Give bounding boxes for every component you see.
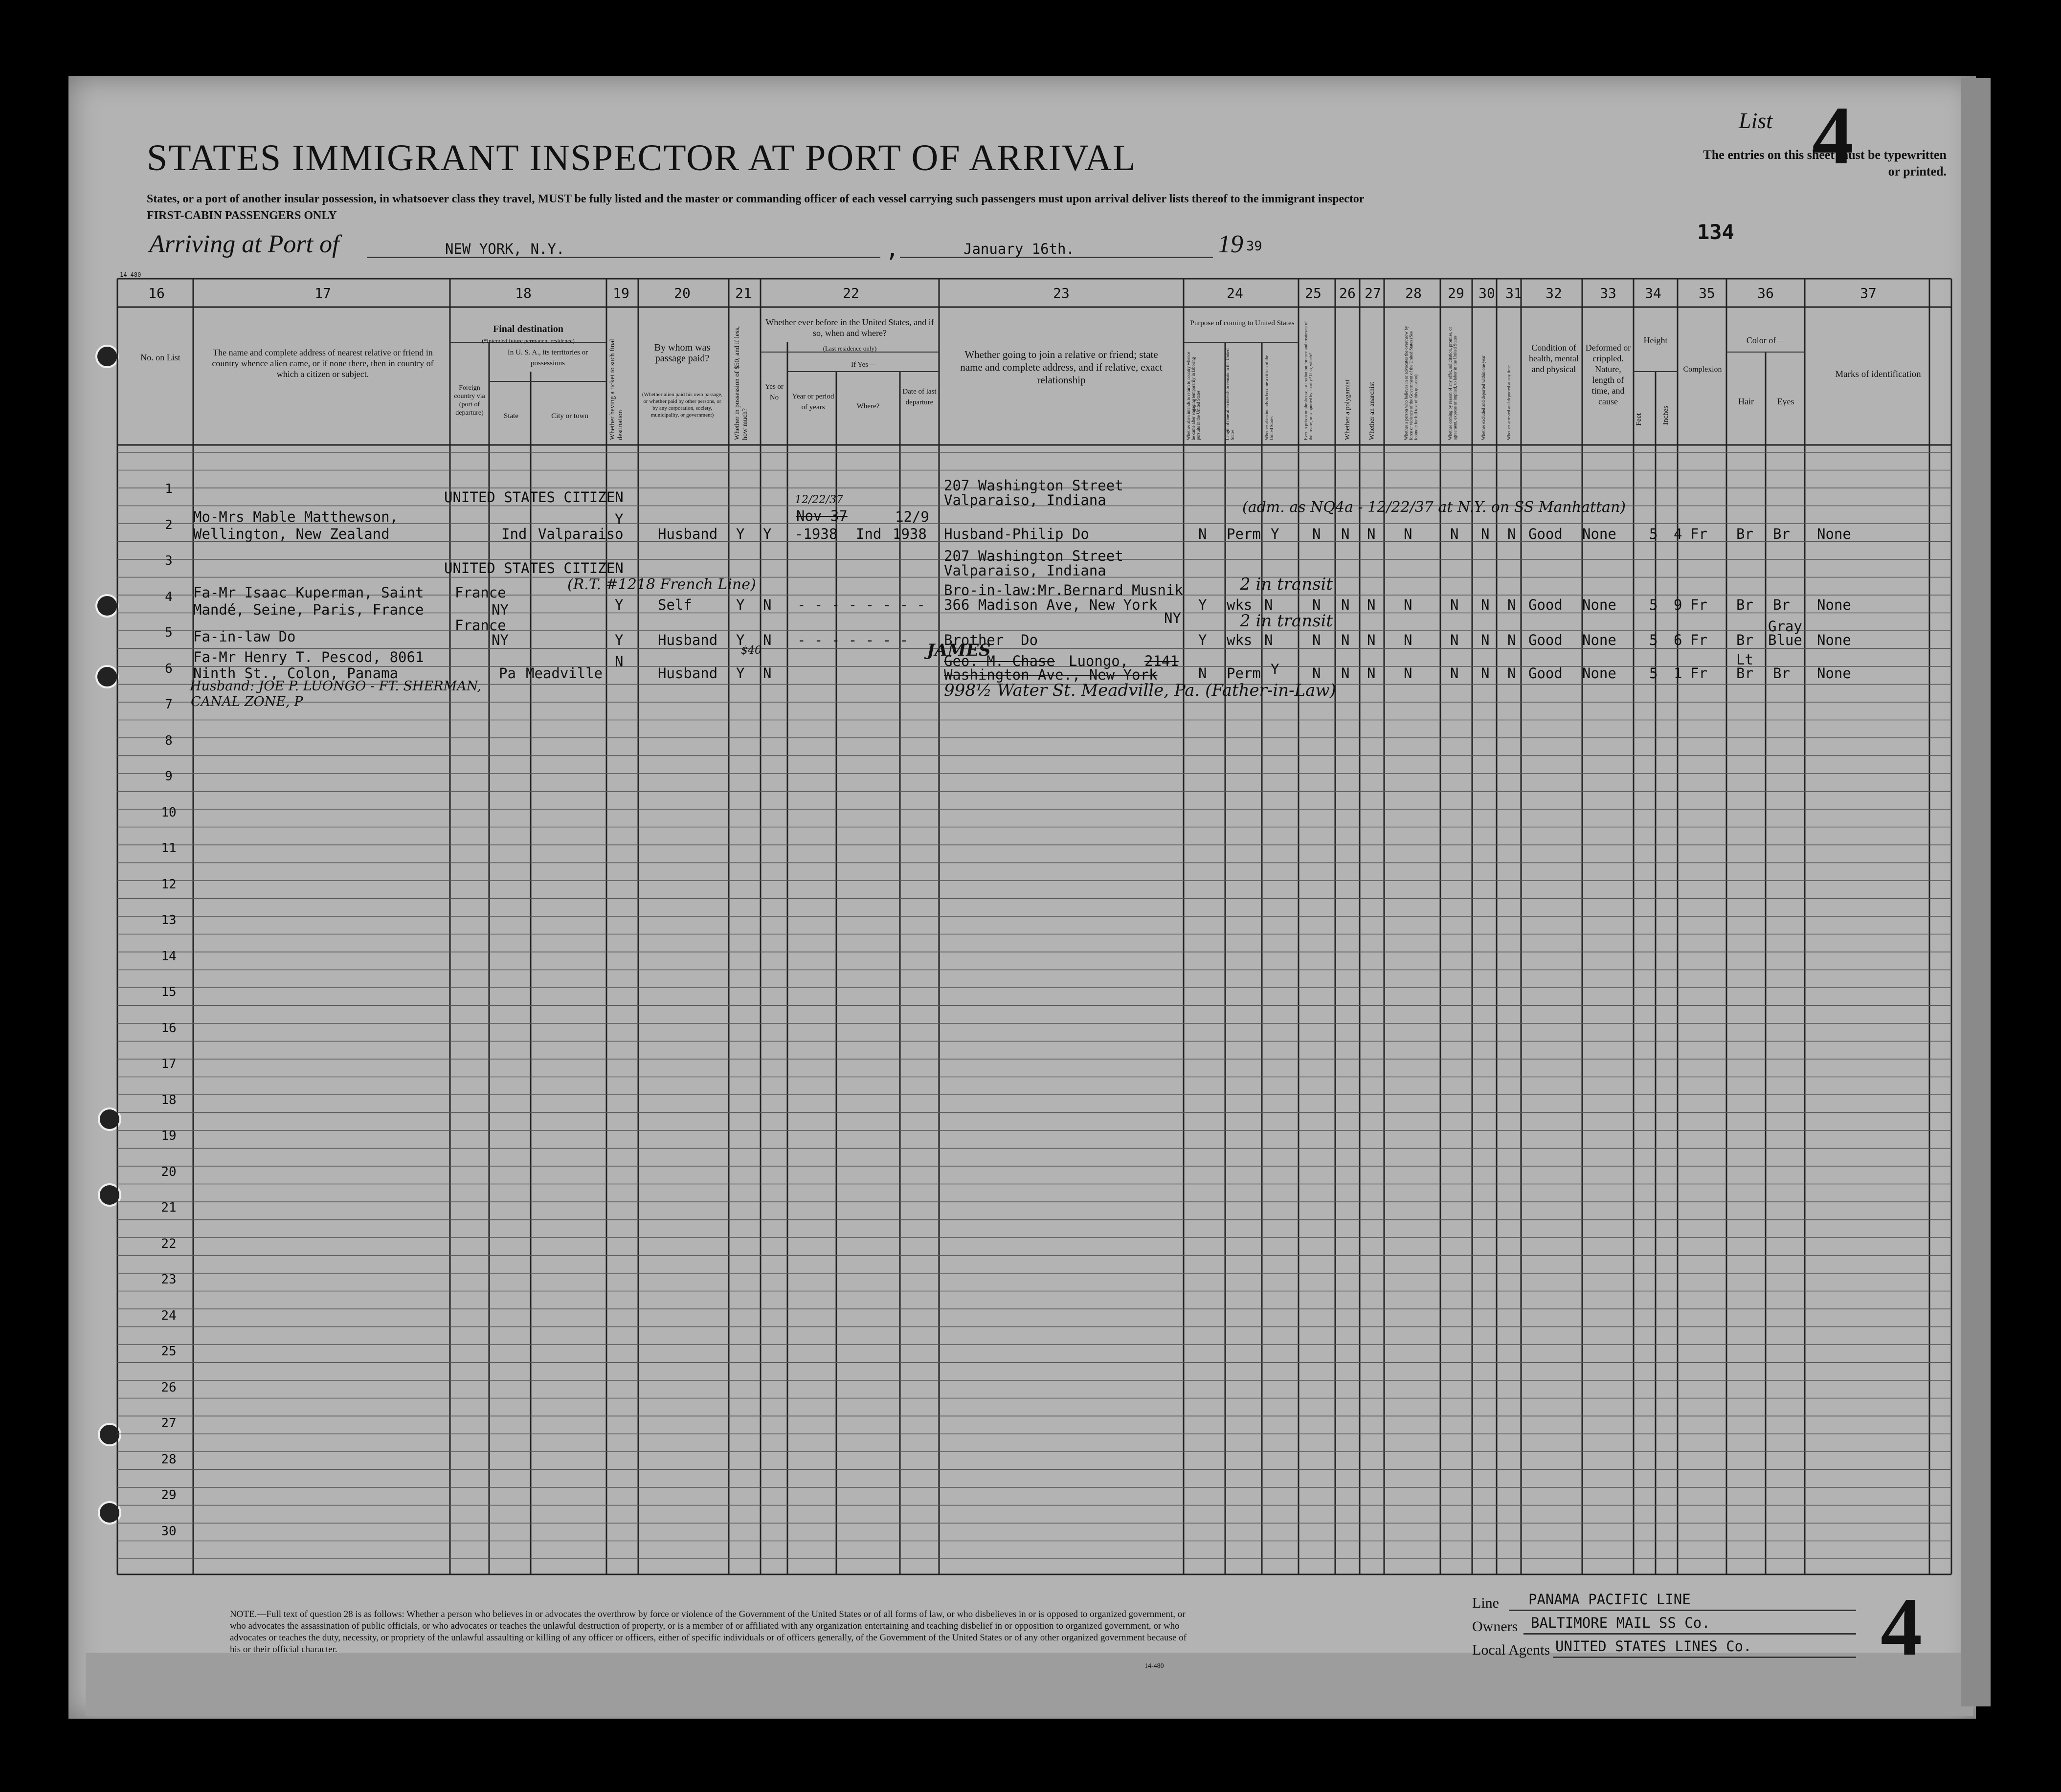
header-city: City or town <box>551 412 588 420</box>
row6-ticket: N <box>615 653 624 670</box>
row2-year-handwritten: 12/22/37 <box>795 494 843 506</box>
row6-money-handwritten: $40 <box>741 644 762 657</box>
header-passage-paid: By whom was passage paid? <box>654 342 711 364</box>
row4-citizen: N <box>1264 597 1273 613</box>
row5-inches: 6 <box>1674 632 1682 648</box>
owners-value: BALTIMORE MAIL SS Co. <box>1531 1615 1710 1631</box>
row4-name-2: Mandé, Seine, Paris, France <box>193 601 424 618</box>
year-suffix: 39 <box>1246 239 1262 254</box>
row6-join-1: Luongo, <box>1069 653 1129 669</box>
row-number: 11 <box>161 841 177 856</box>
row6-eyes: Br <box>1773 665 1790 682</box>
row-number: 25 <box>161 1344 177 1359</box>
row-number: 22 <box>161 1236 177 1251</box>
header-ticket: Whether having a ticket to such final destination <box>609 339 624 440</box>
header-final-destination: Final destination <box>493 324 563 334</box>
row6-q31: N <box>1507 665 1516 682</box>
col-num-36: 36 <box>1757 285 1774 301</box>
row5-feet: 5 <box>1649 632 1658 648</box>
row2-length: Perm <box>1227 526 1261 542</box>
row-number: 29 <box>161 1488 177 1503</box>
row6-length: Perm <box>1227 665 1261 682</box>
header-inches: Inches <box>1662 406 1670 425</box>
row2-where: Ind <box>856 526 882 542</box>
row3-handwritten-line: (R.T. #1218 French Line) <box>567 576 756 593</box>
col-num-16: 16 <box>148 285 165 301</box>
row5-q27: N <box>1367 632 1376 648</box>
row2-hair: Br <box>1736 526 1753 542</box>
col-num-17: 17 <box>314 285 331 301</box>
row2-complexion: Fr <box>1690 526 1707 542</box>
row5-paid: Husband <box>658 632 718 648</box>
header-polygamist: Whether a polygamist <box>1344 379 1351 440</box>
row4-eyes: Br <box>1773 597 1790 613</box>
col-num-24: 24 <box>1227 285 1243 301</box>
col-num-33: 33 <box>1600 285 1616 301</box>
col-num-26: 26 <box>1339 285 1356 301</box>
row3-status: UNITED STATES CITIZEN <box>444 560 624 576</box>
form-code: 14-480 <box>120 271 141 278</box>
header-year-period: Year or period of years <box>792 393 834 411</box>
row4-deformed: None <box>1582 597 1616 613</box>
row2-q29: N <box>1450 526 1459 542</box>
row2-q25: N <box>1312 526 1321 542</box>
footnote-q28: NOTE.—Full text of question 28 is as follows: Whether a person who believes in or advocates the overthrow by force or violence of the Government of the United States or of all forms of law, or who disbelieves in or is opposed to organized government, or who advocates the assassination of public officials, or who advocates or teaches the unlawful destruction of property, or is a member of or affiliated with any organization entertaining and teaching disbelief in or opposition to organized government, or who advocates or teaches the duty, necessity, or propriety of the unlawful assaulting or killing of any officer or officers, either of specific individuals or of officers generally, of the Government of the United States or of any other organized government because of his or their official character. <box>230 1609 1187 1655</box>
row4-q27: N <box>1367 597 1376 613</box>
row4-inches: 9 <box>1674 597 1682 613</box>
row6-before: N <box>763 665 772 682</box>
col-num-20: 20 <box>674 285 691 301</box>
row6-q25: N <box>1312 665 1321 682</box>
date-value: January 16th. <box>963 241 1075 257</box>
row1-address-2: Valparaiso, Indiana <box>944 492 1106 509</box>
row5-eyes-1: Gray <box>1768 618 1802 635</box>
typewritten-instructions: The entries on this sheet must be typewritten or printed. <box>1703 148 1947 178</box>
header-date-last-departure: Date of last departure <box>902 388 937 406</box>
row5-ticket: Y <box>615 632 624 648</box>
row-number: 18 <box>161 1092 177 1107</box>
row2-year-struck: Nov 37 <box>796 508 848 524</box>
row2-join: Husband-Philip Do <box>944 526 1089 542</box>
row4-length: wks <box>1227 597 1253 613</box>
comma: , <box>885 235 899 262</box>
row-number: 15 <box>161 985 177 999</box>
col-num-19: 19 <box>613 285 629 301</box>
row6-paid: Husband <box>658 665 718 682</box>
header-yes-or-no: Yes or No <box>764 383 784 401</box>
row2-marks: None <box>1817 526 1851 542</box>
line-underline <box>1509 1610 1856 1611</box>
header-relative-address: The name and complete address of nearest relative or friend in country whence alien came, or if none there, then in country of which a citizen or subject. <box>212 348 434 379</box>
row4-join-1: Bro-in-law:Mr.Bernard Musnik <box>944 582 1183 598</box>
row-number: 10 <box>161 805 177 820</box>
row4-q30: N <box>1481 597 1490 613</box>
row6-handwritten-husband-1: Husband: JOE P. LUONGO - FT. SHERMAN, <box>190 679 482 694</box>
row6-join-2: Washington Ave., New York <box>944 666 1158 683</box>
row2-money: Y <box>736 526 745 542</box>
row2-paid: Husband <box>658 526 718 542</box>
port-value: NEW YORK, N.Y. <box>445 241 565 257</box>
row5-money: Y <box>736 632 745 648</box>
row6-hair-1: Lt <box>1736 651 1753 668</box>
header-state: State <box>504 412 518 420</box>
row-number: 3 <box>165 553 173 568</box>
header-ever-before: Whether ever before in the United States, and if so, when and where? <box>765 317 934 338</box>
row5-foreign: France <box>455 617 506 634</box>
row2-city: Valparaiso <box>538 526 624 542</box>
row-number: 8 <box>165 733 173 748</box>
header-purpose-length: Length of time alien intends to remain in the United States <box>1225 348 1235 440</box>
row5-q29: N <box>1450 632 1459 648</box>
row-number: 17 <box>161 1057 177 1071</box>
row3-address-1: 207 Washington Street <box>944 548 1123 564</box>
col-num-30: 30 <box>1479 285 1495 301</box>
row-number: 16 <box>161 1020 177 1036</box>
col-num-23: 23 <box>1053 285 1070 301</box>
col-num-25: 25 <box>1305 285 1322 301</box>
row2-citizen: Y <box>1271 526 1279 542</box>
row5-hair: Br <box>1736 632 1753 648</box>
row6-join-struck-num: 2141 <box>1144 653 1179 669</box>
footer-form-code: 14-480 <box>1144 1662 1164 1670</box>
col-num-32: 32 <box>1546 285 1562 301</box>
header-final-destination-sub: (*Intended future permanent residence) <box>482 337 575 344</box>
row4-q31: N <box>1507 597 1516 613</box>
row2-q31: N <box>1507 526 1516 542</box>
row4-handwritten: 2 in transit <box>1240 575 1333 594</box>
row2-state: Ind <box>501 526 527 542</box>
row-number: 2 <box>165 517 173 532</box>
row-number: 13 <box>161 913 177 928</box>
col-num-29: 29 <box>1448 285 1464 301</box>
row5-q26: N <box>1341 632 1350 648</box>
row5-q30: N <box>1481 632 1490 648</box>
row-number: 26 <box>161 1380 177 1395</box>
row-number: 19 <box>161 1128 177 1143</box>
header-purpose-citizen: Whether alien intends to become a citizen of the United States <box>1264 355 1274 440</box>
row6-state: Pa <box>499 665 516 682</box>
row5-return: Y <box>1198 632 1207 648</box>
row6-name-2: Ninth St., Colon, Panama <box>193 665 399 682</box>
row6-money: Y <box>736 665 745 682</box>
header-complexion: Complexion <box>1683 365 1722 374</box>
row-number: 14 <box>161 949 177 964</box>
row6-q28: N <box>1404 665 1412 682</box>
row4-hair: Br <box>1736 597 1753 613</box>
header-prison: Ever in prison or almshouse, or institution for care and treatment of the insane, or supported by charity? If so, which? <box>1303 321 1313 440</box>
row-number: 27 <box>161 1416 177 1431</box>
row-number: 24 <box>161 1308 177 1323</box>
notice-line-1: States, or a port of another insular possession, in whatsoever class they travel, MUST be fully listed and the master or commanding officer of each vessel carrying such passengers must upon arrival deliver lists thereof to the immigrant inspector <box>147 193 1365 205</box>
row2-deformed: None <box>1582 526 1616 542</box>
col-num-31: 31 <box>1505 285 1522 301</box>
row6-q27: N <box>1367 665 1376 682</box>
row-number: 4 <box>165 589 173 604</box>
row4-paid: Self <box>658 597 692 613</box>
header-anarchist: Whether an anarchist <box>1368 382 1376 440</box>
row6-q29: N <box>1450 665 1459 682</box>
row6-city: Meadville <box>526 665 603 682</box>
row4-name-1: Fa-Mr Isaac Kuperman, Saint <box>193 584 424 601</box>
header-marks: Marks of identification <box>1835 369 1921 379</box>
row6-hair-2: Br <box>1736 665 1753 682</box>
row6-q30: N <box>1481 665 1490 682</box>
row5-q31: N <box>1507 632 1516 648</box>
row2-q26: N <box>1341 526 1350 542</box>
header-q29: Whether coming by reason of any offer, solicitation, promise, or agreement, express or implied, to labor in the United States <box>1448 327 1457 440</box>
header-eyes: Eyes <box>1777 397 1794 406</box>
row6-feet: 5 <box>1649 665 1658 682</box>
row5-complexion: Fr <box>1690 632 1707 648</box>
row5-marks: None <box>1817 632 1851 648</box>
row5-name: Fa-in-law Do <box>193 628 296 645</box>
col-num-35: 35 <box>1699 285 1715 301</box>
row2-inches: 4 <box>1674 526 1682 542</box>
header-no-on-list: No. on List <box>140 353 180 362</box>
row6-return: N <box>1198 665 1207 682</box>
line-label: Line <box>1472 1595 1499 1611</box>
row-number: 20 <box>161 1164 177 1179</box>
row3-address-2: Valparaiso, Indiana <box>944 562 1106 579</box>
row-number: 21 <box>161 1200 177 1215</box>
header-q28: Whether a person who believes in or advocates the overthrow by force or violence of the Government of the United States (See footnote for full text of this question) <box>1404 326 1418 440</box>
col-num-34: 34 <box>1645 285 1661 301</box>
row5-join: Brother Do <box>944 632 1038 648</box>
header-join-relative: Whether going to join a relative or friend; state name and complete address, and if relative, exact relationship <box>960 349 1163 386</box>
row4-complexion: Fr <box>1690 597 1707 613</box>
header-ever-before-sub: (Last residence only) <box>823 345 877 352</box>
header-q30: Whether excluded and deported within one year <box>1481 355 1486 440</box>
notice-line-2: FIRST-CABIN PASSENGERS ONLY <box>147 209 337 222</box>
row2-name-1: Mo-Mrs Mable Matthewson, <box>193 509 399 525</box>
col-num-18: 18 <box>515 285 532 301</box>
row4-before: N <box>763 597 772 613</box>
row2-health: Good <box>1528 526 1563 542</box>
row6-inches: 1 <box>1674 665 1682 682</box>
row4-marks: None <box>1817 597 1851 613</box>
row6-citizen: Y <box>1271 661 1279 678</box>
agents-underline <box>1553 1657 1856 1658</box>
row4-money: Y <box>736 597 745 613</box>
owners-label: Owners <box>1472 1618 1518 1635</box>
row2-handwritten-note: (adm. as NQ4a - 12/22/37 at N.Y. on SS Manhattan) <box>1242 499 1626 516</box>
row6-handwritten-husband-2: CANAL ZONE, P <box>191 694 303 709</box>
header-feet: Feet <box>1635 413 1643 426</box>
agents-value: UNITED STATES LINES Co. <box>1555 1638 1752 1655</box>
list-label: List <box>1739 108 1773 133</box>
row2-feet: 5 <box>1649 526 1658 542</box>
col-num-28: 28 <box>1405 285 1422 301</box>
header-q31: Whether arrested and deported at any time <box>1506 365 1511 440</box>
row4-feet: 5 <box>1649 597 1658 613</box>
row1-address-1: 207 Washington Street <box>944 477 1123 494</box>
row6-join-handwritten-name: JAMES <box>927 641 991 660</box>
header-in-usa: In U. S. A., its territories or possessions <box>507 349 588 367</box>
row5-length: wks <box>1227 632 1253 648</box>
row6-join-struck: Geo. M. Chase <box>944 653 1055 669</box>
year-prefix: 19 <box>1218 230 1243 258</box>
row5-deformed: None <box>1582 632 1616 648</box>
row5-before: N <box>763 632 772 648</box>
row-number: 7 <box>165 697 173 712</box>
row5-citizen: N <box>1264 632 1273 648</box>
row5-dashes: - - - - - - - <box>797 632 908 648</box>
col-num-27: 27 <box>1365 285 1381 301</box>
row5-eyes-2: Blue <box>1768 632 1802 648</box>
col-num-37: 37 <box>1860 285 1877 301</box>
header-possession-50: Whether in possession of $50, and if less, how much? <box>734 326 749 440</box>
row4-join-2: 366 Madison Ave, New York <box>944 597 1158 613</box>
header-passage-paid-sub: (Whether alien paid his own passage, or whether paid by other persons, or by any corporation, society, municipality, or government) <box>642 392 723 418</box>
header-height: Height <box>1643 335 1668 345</box>
row2-return: N <box>1198 526 1207 542</box>
row6-deformed: None <box>1582 665 1616 682</box>
row-number: 1 <box>165 482 173 496</box>
row6-name-1: Fa-Mr Henry T. Pescod, 8061 <box>193 649 424 665</box>
row-number: 6 <box>165 661 173 676</box>
row6-health: Good <box>1528 665 1563 682</box>
row4-health: Good <box>1528 597 1563 613</box>
header-color-of: Color of— <box>1746 335 1785 345</box>
row4-foreign: France <box>455 584 506 601</box>
row2-year: -1938 <box>795 526 838 542</box>
page-title: STATES IMMIGRANT INSPECTOR AT PORT OF ARRIVAL <box>147 137 1137 178</box>
row5-state: NY <box>492 632 509 648</box>
row4-return: Y <box>1198 597 1207 613</box>
row2-before: Y <box>763 526 772 542</box>
row6-complexion: Fr <box>1690 665 1707 682</box>
header-health: Condition of health, mental and physical <box>1529 343 1579 374</box>
row5-q25: N <box>1312 632 1321 648</box>
header-purpose-return: Whether alien intends to return to country whence he came after engaging temporarily in laboring pursuits in the United States <box>1186 352 1201 440</box>
row4-ticket: Y <box>615 597 624 613</box>
line-value: PANAMA PACIFIC LINE <box>1528 1591 1691 1608</box>
row2-q27: N <box>1367 526 1376 542</box>
row5-handwritten: 2 in transit <box>1240 611 1333 631</box>
list-number: 4 <box>1812 89 1854 181</box>
row-number: 23 <box>161 1272 177 1287</box>
row-number: 9 <box>165 769 173 784</box>
row4-q29: N <box>1450 597 1459 613</box>
row6-handwritten-address: 998½ Water St. Meadville, Pa. (Father-in-Law) <box>944 681 1336 700</box>
row5-health: Good <box>1528 632 1563 648</box>
row1-ticket: Y <box>615 511 624 528</box>
row-number: 28 <box>161 1452 177 1467</box>
row4-q26: N <box>1341 597 1350 613</box>
col-num-21: 21 <box>735 285 752 301</box>
col-num-22: 22 <box>843 285 859 301</box>
row4-q28: N <box>1404 597 1412 613</box>
row2-eyes: Br <box>1773 526 1790 542</box>
row2-q28: N <box>1404 526 1412 542</box>
row5-q28: N <box>1404 632 1412 648</box>
row2-q30: N <box>1481 526 1490 542</box>
row2-date-2: 1938 <box>893 526 927 542</box>
header-if-yes: If Yes— <box>851 361 875 369</box>
footer-list-number: 4 <box>1881 1581 1922 1673</box>
header-deformed: Deformed or crippled. Nature, length of time, and cause <box>1585 343 1631 406</box>
sheet-number: 134 <box>1697 220 1734 244</box>
header-hair: Hair <box>1738 397 1754 406</box>
row4-dashes: - - - - - - - - <box>797 597 925 613</box>
row6-marks: None <box>1817 665 1851 682</box>
agents-label: Local Agents <box>1472 1642 1550 1658</box>
header-where: Where? <box>856 402 880 410</box>
row6-q26: N <box>1341 665 1350 682</box>
row1-status: UNITED STATES CITIZEN <box>444 489 624 506</box>
row4-state: NY <box>492 601 509 618</box>
row-number: 12 <box>161 877 177 892</box>
row-number: 30 <box>161 1524 177 1539</box>
row4-q25: N <box>1312 597 1321 613</box>
arriving-label: Arriving at Port of <box>149 230 339 258</box>
header-foreign-country: Foreign country via (port of departure) <box>454 384 485 417</box>
row2-name-2: Wellington, New Zealand <box>193 526 390 542</box>
row-number: 5 <box>165 625 173 640</box>
header-purpose: Purpose of coming to United States <box>1190 319 1295 327</box>
owners-underline <box>1523 1633 1856 1635</box>
row4-join-ny: NY <box>1164 610 1181 626</box>
row2-date-1: 12/9 <box>895 509 929 525</box>
